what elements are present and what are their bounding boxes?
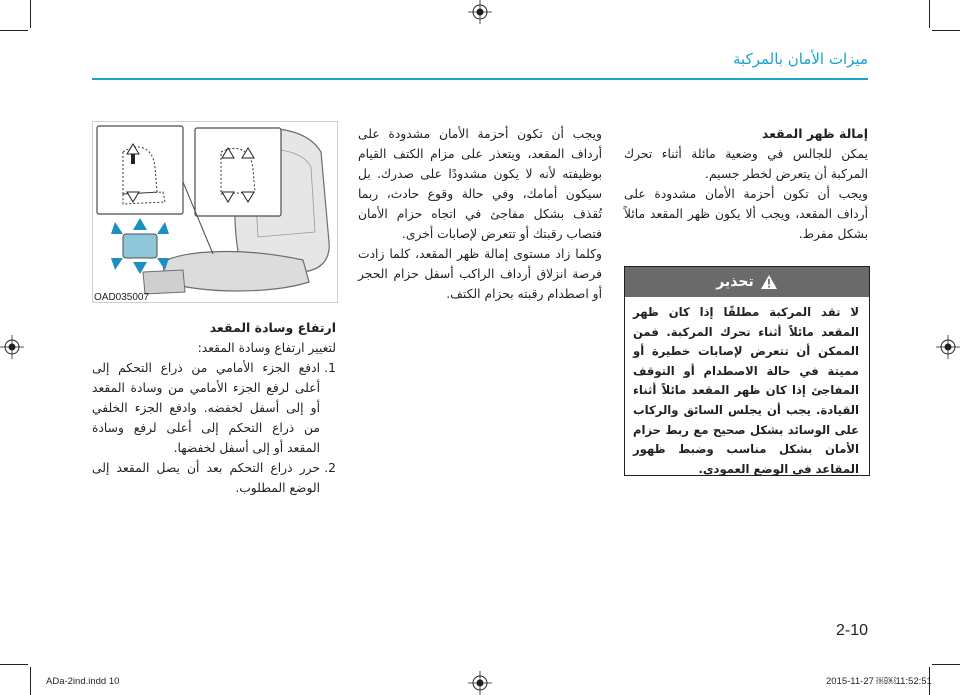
list-item [92, 358, 336, 458]
section-title: ميزات الأمان بالمركبة [733, 50, 868, 68]
recline-heading: إمالة ظهر المقعد [761, 126, 868, 141]
step-number: 2. [324, 461, 336, 475]
figure-code: OAD035007 [94, 292, 150, 303]
header-rule [92, 78, 868, 80]
footer-timestamp: 2015-11-27 ￼￼11:52:51 [826, 676, 932, 687]
crop-mark [0, 30, 28, 31]
recline-paragraph: يمكن للجالس في وضعية مائلة أثناء تحرك المركبة أن يتعرض لخطر جسيم. [624, 147, 868, 181]
belt-paragraph: ويجب أن تكون أحزمة الأمان مشدودة على أرداف المقعد، ويتعذر على مزام الكتف القيام بوظيفته لأنه لا يكون مشدودًا على صدرك. بل سيكون أمامك، وفي حالة وقوع حادث، ربما تُقذف بشكل مفاجئ في اتجاه حزام الأمان فتصاب رقبتك أو تتعرض لإصابات أخرى. [358, 127, 602, 241]
list-item [92, 458, 336, 498]
crop-mark [30, 667, 31, 695]
crop-mark [932, 664, 960, 665]
belt-paragraph: وكلما زاد مستوى إمالة ظهر المقعد، كلما زادت فرصة انزلاق أرداف الراكب أسفل حزام الحجر أو اصطدام رقبته بحزام الكتف. [358, 247, 602, 301]
page-number: 2-10 [835, 622, 868, 639]
seat-height-section [92, 318, 336, 498]
footer-file: ADa-2ind.indd 10 [46, 676, 120, 687]
seat-illustration [93, 122, 337, 302]
registration-mark-icon [936, 335, 960, 359]
registration-mark-icon [0, 335, 24, 359]
registration-mark-icon [468, 671, 492, 695]
step-text: حرر ذراع التحكم بعد أن يصل المقعد إلى الوضع المطلوب. [92, 461, 320, 495]
step-number: 1. [324, 361, 336, 375]
recline-section [624, 124, 868, 244]
crop-mark [929, 0, 930, 28]
step-text: ادفع الجزء الأمامي من ذراع التحكم إلى أعلى لرفع الجزء الأمامي من وسادة المقعد أو إلى أسفل لخفضه. وادفع الجزء الخلفي من ذراع التحكم إلى أعلى لرفع وسادة المقعد أو إلى أسفل لخفضها. [92, 361, 320, 455]
seat-adjustment-figure [92, 121, 338, 303]
crop-mark [0, 664, 28, 665]
warning-header [625, 267, 869, 297]
belt-section [358, 124, 602, 304]
crop-mark [30, 0, 31, 28]
warning-text: لا تقد المركبة مطلقًا إذا كان ظهر المقعد مائلاً أثناء تحرك المركبة. فمن الممكن أن تتعرض لإصابات خطيرة أو مميتة في حالة الاصطدام أو التوقف المفاجئ إذا كان ظهر المقعد مائلاً أثناء القيادة. يجب أن يجلس السائق والركاب على الوسائد بشكل صحيح مع ربط حزام الأمان بشكل مناسب وضبط ظهور المقاعد في الوضع العمودي. [633, 305, 859, 476]
warning-triangle-icon [760, 274, 778, 290]
recline-paragraph: ويجب أن تكون أحزمة الأمان مشدودة على أرداف المقعد، ويجب ألا يكون ظهر المقعد مائلاً بشكل مفرط. [624, 187, 868, 241]
seat-height-intro: لتغيير ارتفاع وسادة المقعد: [197, 341, 336, 355]
steps-list [92, 358, 336, 498]
warning-box [624, 266, 870, 476]
seat-height-heading: ارتفاع وسادة المقعد [209, 320, 336, 335]
warning-label: تحذير [716, 274, 754, 290]
registration-mark-icon [468, 0, 492, 24]
crop-mark [932, 30, 960, 31]
